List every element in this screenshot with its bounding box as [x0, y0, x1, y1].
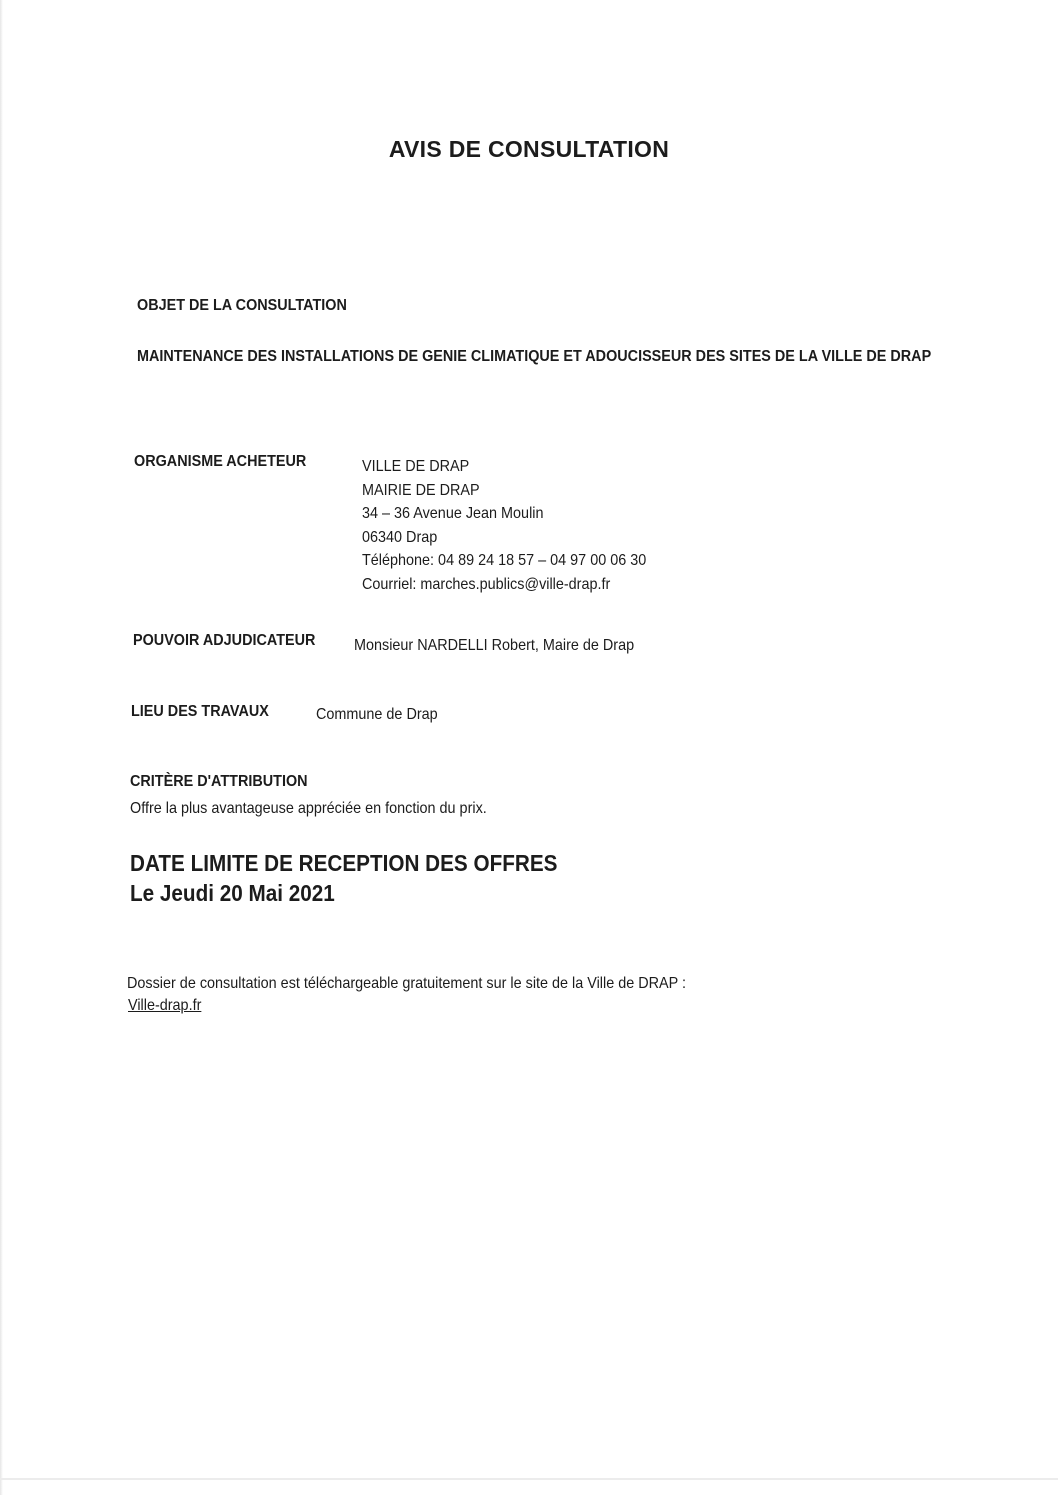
lieu-label: LIEU DES TRAVAUX	[131, 703, 269, 720]
organisme-name: VILLE DE DRAP	[362, 458, 470, 475]
organisme-email: Courriel: marches.publics@ville-drap.fr	[362, 575, 611, 593]
objet-label: OBJET DE LA CONSULTATION	[137, 297, 347, 314]
deadline-block	[130, 848, 557, 908]
deadline-label: DATE LIMITE DE RECEPTION DES OFFRES	[130, 850, 558, 876]
organisme-phone: Téléphone: 04 89 24 18 57 – 04 97 00 06 30	[362, 552, 647, 569]
dossier-text: Dossier de consultation est téléchargeable gratuitement sur le site de la Ville de DRAP :	[127, 975, 686, 992]
organisme-address: 34 – 36 Avenue Jean Moulin	[362, 505, 544, 522]
pouvoir-label: POUVOIR ADJUDICATEUR	[133, 632, 316, 649]
dossier-link[interactable]: Ville-drap.fr	[128, 997, 202, 1014]
organisme-details	[362, 455, 646, 596]
scan-edge-left	[0, 0, 3, 1495]
organisme-postal: 06340 Drap	[362, 528, 438, 546]
scan-edge-bottom	[0, 1478, 1058, 1480]
deadline-date: Le Jeudi 20 Mai 2021	[130, 880, 335, 906]
lieu-value: Commune de Drap	[316, 706, 438, 723]
objet-description: MAINTENANCE DES INSTALLATIONS DE GENIE CLIMATIQUE ET ADOUCISSEUR DES SITES DE LA VILLE DE DRAP	[137, 348, 932, 365]
critere-value: Offre la plus avantageuse appréciée en fonction du prix.	[130, 800, 487, 817]
organisme-mairie: MAIRIE DE DRAP	[362, 481, 480, 499]
pouvoir-value: Monsieur NARDELLI Robert, Maire de Drap	[354, 637, 635, 654]
critere-label: CRITÈRE D'ATTRIBUTION	[130, 773, 308, 790]
document-title: AVIS DE CONSULTATION	[388, 136, 670, 162]
organisme-label: ORGANISME ACHETEUR	[134, 453, 307, 470]
